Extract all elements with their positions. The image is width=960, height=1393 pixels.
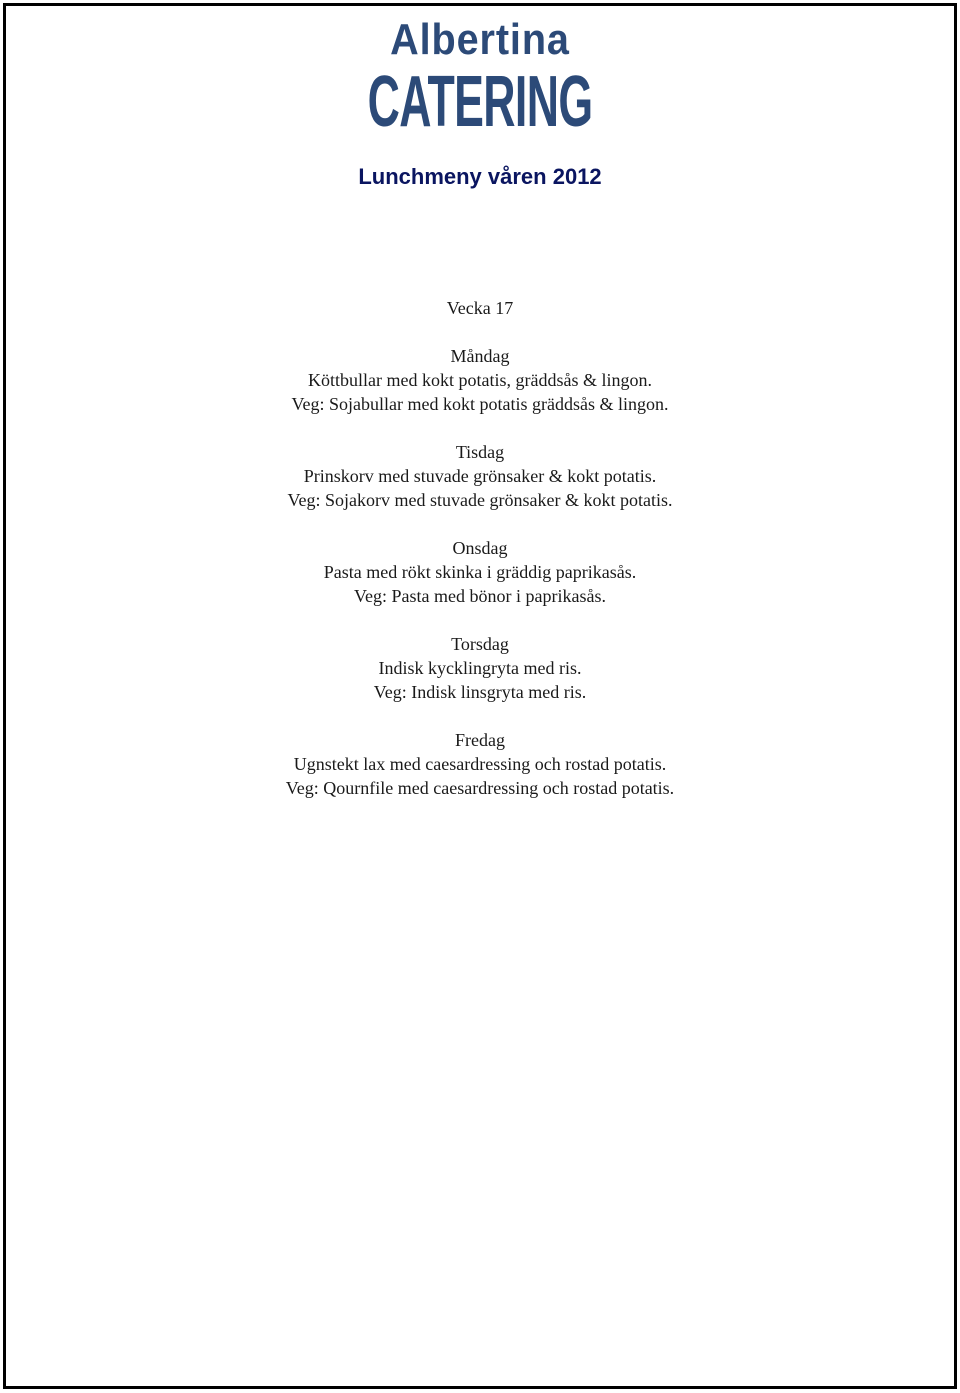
day-wednesday	[0, 536, 960, 608]
day-name: Onsdag	[452, 538, 508, 558]
day-thursday	[0, 632, 960, 704]
day-name: Tisdag	[455, 442, 505, 462]
day-veg-dish: Veg: Qournfile med caesardressing och rostad potatis.	[285, 778, 675, 798]
day-dish: Köttbullar med kokt potatis, gräddsås & lingon.	[308, 370, 652, 390]
week-label: Vecka 17	[446, 298, 514, 318]
day-veg-dish: Veg: Indisk linsgryta med ris.	[373, 682, 587, 702]
day-dish: Pasta med rökt skinka i gräddig paprikasås.	[323, 562, 637, 582]
day-monday	[0, 344, 960, 416]
day-name: Torsdag	[451, 634, 509, 654]
day-veg-dish: Veg: Pasta med bönor i paprikasås.	[354, 586, 606, 606]
albertina-catering-logo	[0, 15, 960, 142]
logo-line-catering: CATERING	[367, 62, 593, 142]
day-name: Fredag	[455, 730, 505, 750]
day-name: Måndag	[450, 346, 510, 366]
day-veg-dish: Veg: Sojabullar med kokt potatis gräddsås & lingon.	[291, 394, 669, 414]
day-dish: Ugnstekt lax med caesardressing och rostad potatis.	[293, 754, 667, 774]
day-veg-dish: Veg: Sojakorv med stuvade grönsaker & kokt potatis.	[287, 490, 673, 510]
lunch-menu	[0, 296, 960, 824]
day-friday	[0, 728, 960, 800]
logo-line-albertina: Albertina	[390, 15, 570, 64]
day-tuesday	[0, 440, 960, 512]
page-title: Lunchmeny våren 2012	[358, 164, 602, 189]
day-dish: Prinskorv med stuvade grönsaker & kokt potatis.	[303, 466, 657, 486]
day-dish: Indisk kycklingryta med ris.	[378, 658, 582, 678]
